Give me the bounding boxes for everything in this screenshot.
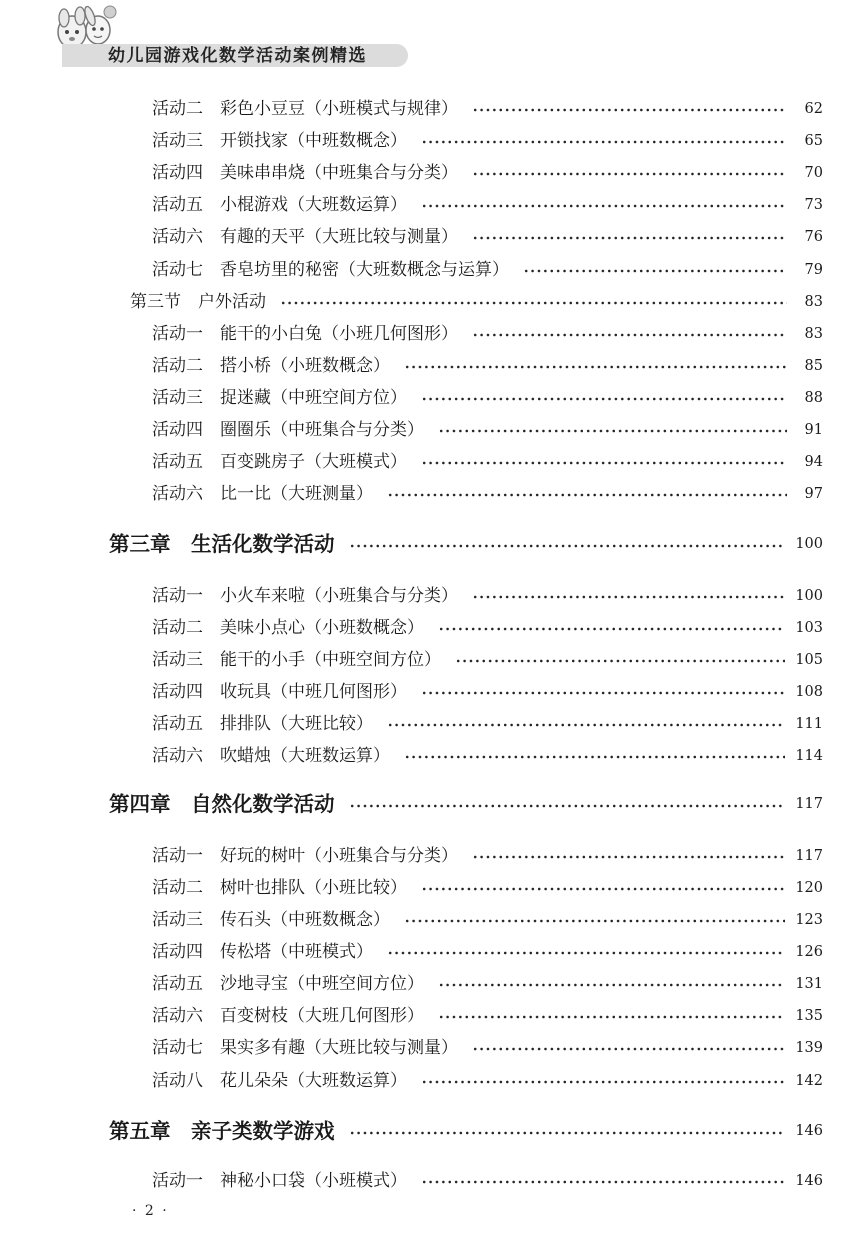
toc-activity-row	[152, 582, 823, 610]
dot-leader	[438, 624, 785, 634]
toc-page-number: 117	[795, 796, 823, 812]
toc-activity-row	[152, 1002, 823, 1030]
toc-page-number: 123	[795, 912, 823, 928]
toc-page-number: 94	[804, 454, 823, 470]
toc-activity-row	[152, 159, 823, 187]
toc-page-number: 73	[804, 197, 823, 213]
toc-chapter-row	[109, 787, 823, 821]
toc-entry-line	[152, 384, 823, 412]
toc-activity-row	[152, 320, 823, 348]
toc-entry-line	[109, 787, 823, 821]
dot-leader	[472, 1044, 785, 1054]
toc-entry-line	[152, 906, 823, 934]
toc-page-number: 79	[804, 262, 823, 278]
toc-activity-row	[152, 646, 823, 674]
toc-page-number: 146	[795, 1123, 823, 1139]
toc-page-number: 131	[795, 976, 823, 992]
toc-entry-line	[152, 678, 823, 706]
toc-page-number: 62	[804, 101, 823, 117]
toc-entry-line	[152, 223, 823, 251]
dot-leader	[404, 362, 787, 372]
toc-entry-line	[152, 842, 823, 870]
toc-page-number: 85	[804, 358, 823, 374]
dot-leader	[472, 592, 785, 602]
dot-leader	[472, 330, 787, 340]
toc-activity-row	[152, 742, 823, 770]
dot-leader	[421, 201, 787, 211]
toc-page-number: 117	[795, 848, 823, 864]
toc-entry-line	[152, 614, 823, 642]
toc-page-number: 70	[804, 165, 823, 181]
dot-leader	[421, 884, 785, 894]
toc-entry-line	[152, 1067, 823, 1095]
toc-entry-line	[152, 1167, 823, 1195]
toc-activity-row	[152, 906, 823, 934]
toc-entry-line	[152, 127, 823, 155]
running-header	[0, 0, 867, 80]
toc-entry-title: 活动一 神秘小口袋（小班模式）	[152, 1171, 407, 1191]
dot-leader	[455, 656, 785, 666]
dot-leader	[421, 137, 787, 147]
toc-entry-title: 活动八 花儿朵朵（大班数运算）	[152, 1071, 407, 1091]
toc-entry-title: 活动四 圈圈乐（中班集合与分类）	[152, 420, 424, 440]
toc-activity-row	[152, 710, 823, 738]
dot-leader	[472, 169, 787, 179]
toc-entry-title: 第三节 户外活动	[130, 292, 266, 312]
toc-entry-title: 活动七 香皂坊里的秘密（大班数概念与运算）	[152, 260, 509, 280]
dot-leader	[438, 1012, 785, 1022]
toc-entry-line	[109, 527, 823, 561]
toc-page-number: 120	[795, 880, 823, 896]
toc-activity-row	[152, 95, 823, 123]
toc-entry-line	[152, 448, 823, 476]
toc-entry-title: 活动三 传石头（中班数概念）	[152, 910, 390, 930]
dot-leader	[349, 1128, 786, 1138]
toc-entry-line	[109, 1114, 823, 1148]
toc-entry-title: 活动二 树叶也排队（小班比较）	[152, 878, 407, 898]
toc-activity-row	[152, 874, 823, 902]
toc-entry-title: 第三章 生活化数学活动	[109, 532, 335, 556]
toc-entry-line	[152, 646, 823, 674]
toc-entry-title: 活动四 美味串串烧（中班集合与分类）	[152, 163, 458, 183]
dot-leader	[438, 426, 787, 436]
dot-leader	[349, 801, 786, 811]
toc-entry-title: 活动二 美味小点心（小班数概念）	[152, 618, 424, 638]
toc-page-number: 103	[795, 620, 823, 636]
dot-leader	[421, 1077, 785, 1087]
toc-entry-title: 活动二 彩色小豆豆（小班模式与规律）	[152, 99, 458, 119]
dot-leader	[387, 948, 785, 958]
dot-leader	[280, 298, 787, 308]
toc-activity-row	[152, 448, 823, 476]
toc-page-number: 88	[804, 390, 823, 406]
toc-page-number: 83	[804, 294, 823, 310]
toc-activity-row	[152, 384, 823, 412]
toc-entry-line	[152, 1002, 823, 1030]
toc-entry-title: 活动六 比一比（大班测量）	[152, 484, 373, 504]
toc-activity-row	[152, 256, 823, 284]
dot-leader	[387, 490, 787, 500]
toc-page-number: 139	[795, 1040, 823, 1056]
dot-leader	[438, 980, 785, 990]
toc-activity-row	[152, 480, 823, 508]
toc-page-number: 135	[795, 1008, 823, 1024]
toc-entry-line	[152, 1034, 823, 1062]
toc-activity-row	[152, 352, 823, 380]
toc-activity-row	[152, 1167, 823, 1195]
toc-activity-row	[152, 614, 823, 642]
toc-entry-title: 活动四 传松塔（中班模式）	[152, 942, 373, 962]
toc-entry-line	[152, 938, 823, 966]
dot-leader	[523, 266, 787, 276]
toc-page-number: 100	[795, 536, 823, 552]
toc-entry-line	[152, 742, 823, 770]
dot-leader	[387, 720, 785, 730]
toc-entry-line	[152, 970, 823, 998]
toc-activity-row	[152, 970, 823, 998]
toc-entry-line	[152, 480, 823, 508]
toc-activity-row	[152, 678, 823, 706]
toc-section-row	[130, 288, 823, 316]
toc-activity-row	[152, 938, 823, 966]
toc-entry-title: 第四章 自然化数学活动	[109, 792, 335, 816]
toc-page-number: 142	[795, 1073, 823, 1089]
toc-entry-title: 活动三 捉迷藏（中班空间方位）	[152, 388, 407, 408]
dot-leader	[472, 105, 787, 115]
dot-leader	[404, 752, 785, 762]
toc-entry-line	[152, 95, 823, 123]
toc-entry-title: 活动五 百变跳房子（大班模式）	[152, 452, 407, 472]
dot-leader	[472, 233, 787, 243]
toc-page-number: 83	[804, 326, 823, 342]
dot-leader	[472, 852, 785, 862]
toc-entry-title: 活动三 能干的小手（中班空间方位）	[152, 650, 441, 670]
toc-entry-line	[130, 288, 823, 316]
toc-entry-title: 第五章 亲子类数学游戏	[109, 1119, 335, 1143]
page-number: · 2 ·	[132, 1203, 169, 1219]
toc-entry-title: 活动一 好玩的树叶（小班集合与分类）	[152, 846, 458, 866]
toc-page-number: 108	[795, 684, 823, 700]
toc-entry-title: 活动五 小棍游戏（大班数运算）	[152, 195, 407, 215]
toc-entry-line	[152, 159, 823, 187]
toc-entry-title: 活动四 收玩具（中班几何图形）	[152, 682, 407, 702]
toc-entry-title: 活动六 有趣的天平（大班比较与测量）	[152, 227, 458, 247]
toc-entry-title: 活动三 开锁找家（中班数概念）	[152, 131, 407, 151]
toc-page-number: 100	[795, 588, 823, 604]
toc-entry-title: 活动七 果实多有趣（大班比较与测量）	[152, 1038, 458, 1058]
toc-entry-title: 活动一 能干的小白兔（小班几何图形）	[152, 324, 458, 344]
toc-page-number: 126	[795, 944, 823, 960]
toc-entry-line	[152, 352, 823, 380]
toc-entry-line	[152, 256, 823, 284]
toc-entry-title: 活动六 吹蜡烛（大班数运算）	[152, 746, 390, 766]
toc-page-number: 105	[795, 652, 823, 668]
toc-chapter-row	[109, 527, 823, 561]
dot-leader	[421, 458, 787, 468]
toc-entry-title: 活动五 排排队（大班比较）	[152, 714, 373, 734]
dot-leader	[349, 541, 786, 551]
toc-entry-line	[152, 874, 823, 902]
book-title: 幼儿园游戏化数学活动案例精选	[108, 46, 367, 66]
toc-entry-line	[152, 582, 823, 610]
toc-entry-title: 活动二 搭小桥（小班数概念）	[152, 356, 390, 376]
toc-page-number: 114	[795, 748, 823, 764]
toc-entry-title: 活动一 小火车来啦（小班集合与分类）	[152, 586, 458, 606]
dot-leader	[421, 1177, 785, 1187]
toc-page-number: 65	[804, 133, 823, 149]
toc-page-number: 97	[804, 486, 823, 502]
toc-entry-line	[152, 191, 823, 219]
toc-activity-row	[152, 842, 823, 870]
dot-leader	[404, 916, 785, 926]
toc-entry-line	[152, 320, 823, 348]
toc-activity-row	[152, 416, 823, 444]
toc-activity-row	[152, 191, 823, 219]
dot-leader	[421, 394, 787, 404]
toc-entry-title: 活动五 沙地寻宝（中班空间方位）	[152, 974, 424, 994]
toc-page-number: 91	[804, 422, 823, 438]
toc-page-number: 76	[804, 229, 823, 245]
toc-entry-title: 活动六 百变树枝（大班几何图形）	[152, 1006, 424, 1026]
toc-activity-row	[152, 127, 823, 155]
toc-page-number: 111	[795, 716, 823, 732]
toc-entry-line	[152, 710, 823, 738]
toc-activity-row	[152, 1067, 823, 1095]
dot-leader	[421, 688, 785, 698]
toc-chapter-row	[109, 1114, 823, 1148]
toc-activity-row	[152, 1034, 823, 1062]
toc-entry-line	[152, 416, 823, 444]
toc-activity-row	[152, 223, 823, 251]
toc-page-number: 146	[795, 1173, 823, 1189]
